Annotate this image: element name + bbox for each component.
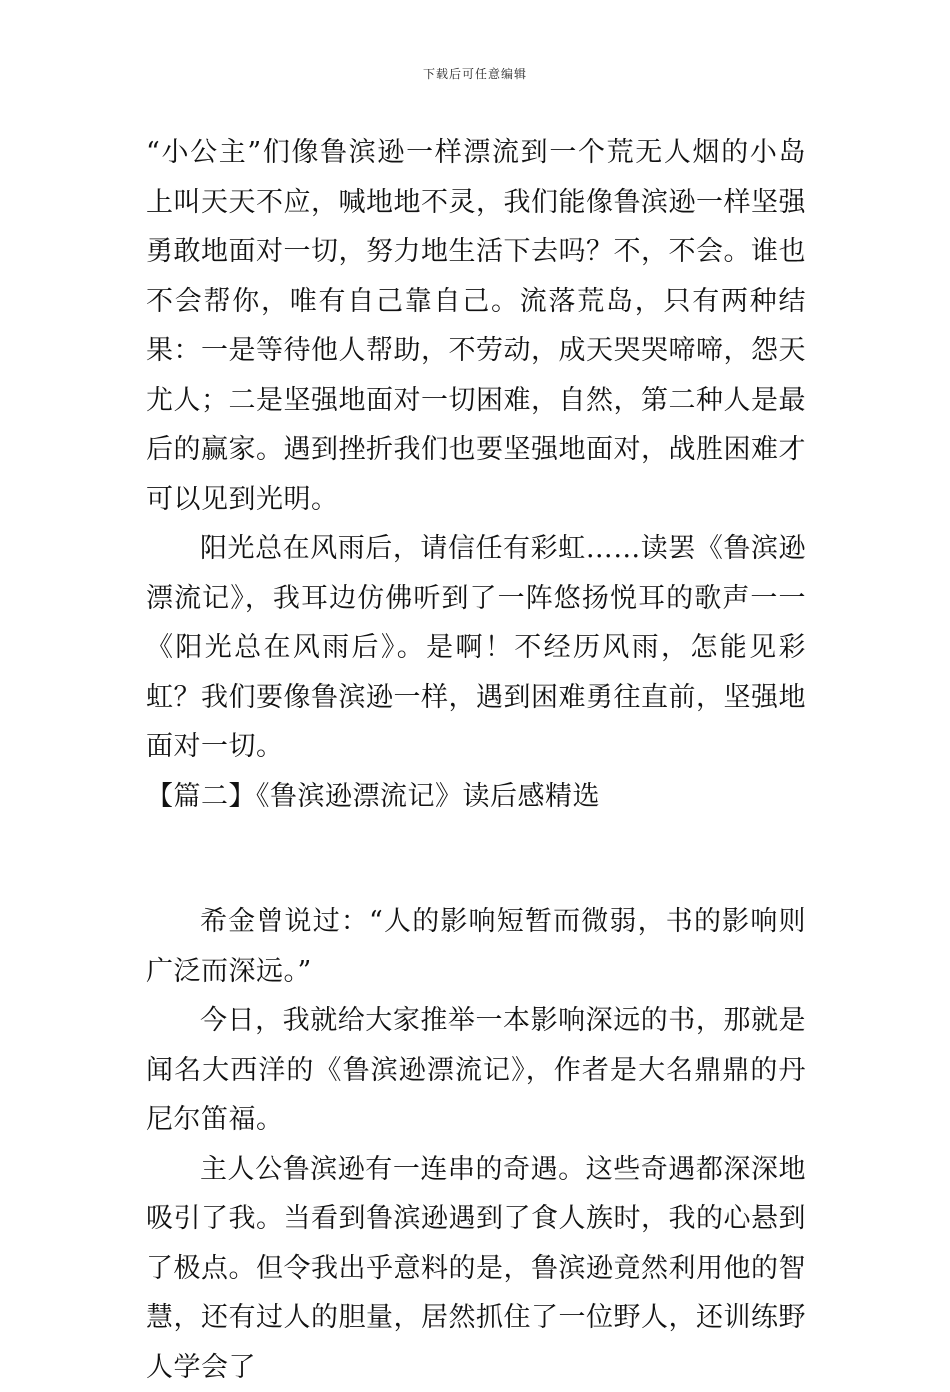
paragraph-1: “小公主”们像鲁滨逊一样漂流到一个荒无人烟的小岛上叫天天不应，喊地地不灵，我们能像鲁滨逊一样坚强勇敢地面对一切，努力地生活下去吗？不，不会。谁也不会帮你，唯有自己靠自己。流落荒岛，只有两种结果：一是等待他人帮助，不劳动，成天哭哭啼啼，怨天尤人；二是坚强地面对一切困难，自然，第二种人是最后的赢家。遇到挫折我们也要坚强地面对，战胜困难才可以见到光明。 bbox=[146, 128, 806, 524]
paragraph-3: 希金曾说过：“人的影响短暂而微弱，书的影响则广泛而深远。” bbox=[146, 897, 806, 996]
document-body bbox=[146, 128, 806, 1392]
page-header: 下载后可任意编辑 bbox=[0, 65, 950, 82]
paragraph-5: 主人公鲁滨逊有一连串的奇遇。这些奇遇都深深地吸引了我。当看到鲁滨逊遇到了食人族时，我的心悬到了极点。但令我出乎意料的是，鲁滨逊竟然利用他的智慧，还有过人的胆量，居然抓住了一位野人，还训练野人学会了 bbox=[146, 1145, 806, 1392]
section-heading: 【篇二】《鲁滨逊漂流记》读后感精选 bbox=[146, 772, 806, 822]
paragraph-2: 阳光总在风雨后，请信任有彩虹……读罢《鲁滨逊漂流记》，我耳边仿佛听到了一阵悠扬悦耳的歌声一一《阳光总在风雨后》。是啊！不经历风雨，怎能见彩虹？我们要像鲁滨逊一样，遇到困难勇往直前，坚强地面对一切。 bbox=[146, 524, 806, 772]
paragraph-4: 今日，我就给大家推举一本影响深远的书，那就是闻名大西洋的《鲁滨逊漂流记》，作者是大名鼎鼎的丹尼尔笛福。 bbox=[146, 996, 806, 1145]
section-spacer bbox=[146, 821, 806, 897]
